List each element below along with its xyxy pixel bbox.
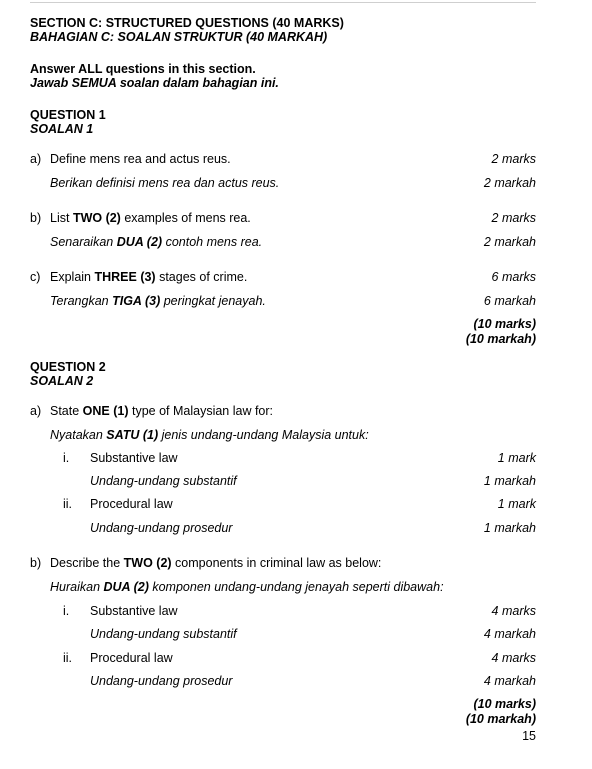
q1b-marks-ms: 2 markah — [483, 235, 536, 249]
q2b-item-1-marks-en: 4 marks — [491, 604, 536, 618]
q2a-text-ms: Nyatakan SATU (1) jenis undang-undang Malaysia untuk: — [50, 428, 369, 442]
q2b-item-2-num: ii. — [63, 651, 73, 665]
q1c-text-en: Explain THREE (3) stages of crime. — [50, 270, 248, 284]
q2a-item-2-text-ms: Undang-undang prosedur — [90, 521, 233, 535]
q1c-marks-en: 6 marks — [491, 270, 536, 284]
q1a-text-en: Define mens rea and actus reus. — [50, 152, 231, 166]
q2a-item-2-marks-en: 1 mark — [497, 497, 536, 511]
q2b-item-1-marks-ms: 4 markah — [483, 627, 536, 641]
q1a-letter: a) — [30, 152, 42, 166]
q2a-item-1-marks-en: 1 mark — [497, 451, 536, 465]
q1c-letter: c) — [30, 270, 41, 284]
q2-total-ms: (10 markah) — [465, 712, 536, 726]
q2a-text-en: State ONE (1) type of Malaysian law for: — [50, 404, 274, 418]
q2b-emphasis-en: TWO (2) — [123, 556, 172, 570]
q2a-emphasis-ms: SATU (1) — [106, 428, 159, 442]
q1a-text-ms: Berikan definisi mens rea dan actus reus. — [50, 176, 280, 190]
q2b-item-1-text-en: Substantive law — [90, 604, 178, 618]
q1b-marks-en: 2 marks — [491, 211, 536, 225]
question-2-heading-ms: SOALAN 2 — [30, 374, 94, 388]
q1b-letter: b) — [30, 211, 42, 225]
q1-total-ms: (10 markah) — [465, 332, 536, 346]
section-title-ms: BAHAGIAN C: SOALAN STRUKTUR (40 MARKAH) — [30, 30, 328, 44]
q2-total-en: (10 marks) — [473, 697, 536, 711]
q1-total-en: (10 marks) — [473, 317, 536, 331]
question-1-heading-ms: SOALAN 1 — [30, 122, 94, 136]
q2a-letter: a) — [30, 404, 42, 418]
q2b-item-1-text-ms: Undang-undang substantif — [90, 627, 237, 641]
q2a-item-2-marks-ms: 1 markah — [483, 521, 536, 535]
q1c-marks-ms: 6 markah — [483, 294, 536, 308]
q2a-item-2-num: ii. — [63, 497, 73, 511]
q1c-emphasis-en: THREE (3) — [94, 270, 156, 284]
q2b-item-2-marks-en: 4 marks — [491, 651, 536, 665]
q2a-item-1-marks-ms: 1 markah — [483, 474, 536, 488]
q2b-letter: b) — [30, 556, 42, 570]
q2a-item-1-num: i. — [63, 451, 70, 465]
q2a-item-2-text-en: Procedural law — [90, 497, 173, 511]
question-2-heading-en: QUESTION 2 — [30, 360, 106, 374]
q1b-emphasis-ms: DUA (2) — [116, 235, 163, 249]
q1b-text-ms: Senaraikan DUA (2) contoh mens rea. — [50, 235, 263, 249]
q2a-item-1-text-ms: Undang-undang substantif — [90, 474, 237, 488]
q1b-text-en: List TWO (2) examples of mens rea. — [50, 211, 251, 225]
q2b-item-1-num: i. — [63, 604, 70, 618]
section-title-en: SECTION C: STRUCTURED QUESTIONS (40 MARKS) — [30, 16, 344, 30]
q2a-emphasis-en: ONE (1) — [82, 404, 129, 418]
top-rule — [30, 2, 536, 3]
q2b-text-en: Describe the TWO (2) components in criminal law as below: — [50, 556, 382, 570]
q2b-item-2-text-ms: Undang-undang prosedur — [90, 674, 233, 688]
page-number: 15 — [522, 729, 536, 743]
question-1-heading-en: QUESTION 1 — [30, 108, 106, 122]
q2b-item-2-text-en: Procedural law — [90, 651, 173, 665]
q1c-text-ms: Terangkan TIGA (3) peringkat jenayah. — [50, 294, 266, 308]
q1c-emphasis-ms: TIGA (3) — [112, 294, 161, 308]
q1a-marks-en: 2 marks — [491, 152, 536, 166]
q2a-item-1-text-en: Substantive law — [90, 451, 178, 465]
q1b-emphasis-en: TWO (2) — [72, 211, 121, 225]
q2b-emphasis-ms: DUA (2) — [103, 580, 149, 594]
q2b-text-ms: Huraikan DUA (2) komponen undang-undang jenayah seperti dibawah: — [50, 580, 444, 594]
q2b-item-2-marks-ms: 4 markah — [483, 674, 536, 688]
section-instruction-en: Answer ALL questions in this section. — [30, 62, 256, 76]
q1a-marks-ms: 2 markah — [483, 176, 536, 190]
section-instruction-ms: Jawab SEMUA soalan dalam bahagian ini. — [30, 76, 279, 90]
